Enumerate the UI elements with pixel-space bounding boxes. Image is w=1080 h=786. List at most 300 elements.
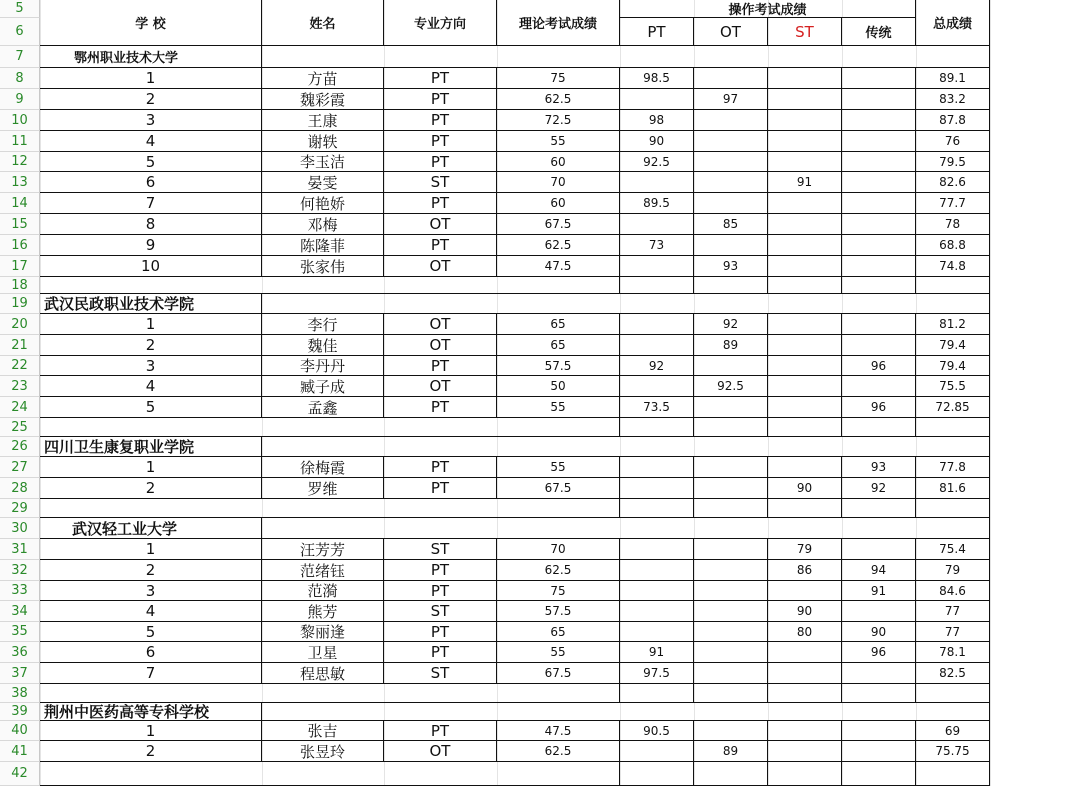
traditional-score[interactable] bbox=[842, 601, 916, 622]
seq-number[interactable]: 3 bbox=[40, 356, 262, 376]
st-score[interactable] bbox=[768, 89, 842, 110]
ot-score[interactable] bbox=[694, 356, 768, 376]
major[interactable]: OT bbox=[384, 376, 497, 397]
seq-number[interactable]: 2 bbox=[40, 560, 262, 581]
total-score[interactable]: 77 bbox=[916, 622, 990, 642]
traditional-score[interactable] bbox=[842, 663, 916, 684]
st-score[interactable] bbox=[768, 581, 842, 601]
theory-score[interactable]: 65 bbox=[497, 335, 620, 356]
pt-score[interactable]: 98 bbox=[620, 110, 694, 131]
blank-cell[interactable] bbox=[694, 418, 768, 437]
ot-score[interactable]: 89 bbox=[694, 741, 768, 762]
school-title[interactable]: 四川卫生康复职业学院 bbox=[40, 437, 262, 457]
student-name[interactable]: 陈隆菲 bbox=[262, 235, 384, 256]
ot-score[interactable] bbox=[694, 539, 768, 560]
student-name[interactable]: 臧子成 bbox=[262, 376, 384, 397]
blank-cell[interactable] bbox=[620, 277, 694, 294]
major[interactable]: ST bbox=[384, 172, 497, 193]
seq-number[interactable]: 4 bbox=[40, 376, 262, 397]
row-header[interactable]: 35 bbox=[0, 622, 40, 642]
school-title[interactable]: 武汉民政职业技术学院 bbox=[40, 294, 262, 314]
theory-score[interactable]: 55 bbox=[497, 457, 620, 478]
seq-number[interactable]: 1 bbox=[40, 539, 262, 560]
traditional-score[interactable]: 96 bbox=[842, 356, 916, 376]
blank-row[interactable] bbox=[40, 499, 620, 518]
seq-number[interactable]: 5 bbox=[40, 397, 262, 418]
major[interactable]: OT bbox=[384, 741, 497, 762]
student-name[interactable]: 熊芳 bbox=[262, 601, 384, 622]
total-score[interactable]: 82.5 bbox=[916, 663, 990, 684]
theory-score[interactable]: 55 bbox=[497, 642, 620, 663]
row-header[interactable]: 28 bbox=[0, 478, 40, 499]
ot-score[interactable] bbox=[694, 152, 768, 172]
pt-score[interactable] bbox=[620, 478, 694, 499]
total-score[interactable]: 89.1 bbox=[916, 68, 990, 89]
row-header[interactable]: 30 bbox=[0, 518, 40, 539]
st-score[interactable] bbox=[768, 721, 842, 741]
st-score[interactable] bbox=[768, 152, 842, 172]
traditional-score[interactable]: 92 bbox=[842, 478, 916, 499]
theory-score[interactable]: 75 bbox=[497, 68, 620, 89]
pt-score[interactable]: 91 bbox=[620, 642, 694, 663]
theory-score[interactable]: 60 bbox=[497, 193, 620, 214]
pt-score[interactable] bbox=[620, 172, 694, 193]
total-score[interactable]: 79.5 bbox=[916, 152, 990, 172]
major[interactable]: PT bbox=[384, 560, 497, 581]
student-name[interactable]: 范漪 bbox=[262, 581, 384, 601]
student-name[interactable]: 魏佳 bbox=[262, 335, 384, 356]
major[interactable]: PT bbox=[384, 235, 497, 256]
ot-score[interactable]: 85 bbox=[694, 214, 768, 235]
row-header[interactable]: 9 bbox=[0, 89, 40, 110]
school-title-blank[interactable] bbox=[262, 703, 990, 721]
blank-cell[interactable] bbox=[768, 684, 842, 703]
major[interactable]: PT bbox=[384, 110, 497, 131]
major[interactable]: OT bbox=[384, 314, 497, 335]
st-score[interactable]: 90 bbox=[768, 478, 842, 499]
total-score[interactable]: 77.7 bbox=[916, 193, 990, 214]
total-score[interactable]: 81.6 bbox=[916, 478, 990, 499]
school-title[interactable]: 武汉轻工业大学 bbox=[40, 518, 262, 539]
seq-number[interactable]: 3 bbox=[40, 581, 262, 601]
theory-score[interactable]: 57.5 bbox=[497, 356, 620, 376]
blank-cell[interactable] bbox=[694, 277, 768, 294]
total-score[interactable]: 87.8 bbox=[916, 110, 990, 131]
st-score[interactable] bbox=[768, 214, 842, 235]
blank-cell[interactable] bbox=[916, 684, 990, 703]
blank-cell[interactable] bbox=[916, 277, 990, 294]
st-score[interactable] bbox=[768, 256, 842, 277]
school-title-blank[interactable] bbox=[262, 46, 990, 68]
st-score[interactable] bbox=[768, 235, 842, 256]
blank-cell[interactable] bbox=[842, 762, 916, 786]
seq-number[interactable]: 4 bbox=[40, 601, 262, 622]
major[interactable]: PT bbox=[384, 68, 497, 89]
traditional-score[interactable]: 96 bbox=[842, 642, 916, 663]
ot-score[interactable]: 92.5 bbox=[694, 376, 768, 397]
pt-score[interactable] bbox=[620, 457, 694, 478]
blank-cell[interactable] bbox=[694, 499, 768, 518]
ot-score[interactable] bbox=[694, 172, 768, 193]
st-score[interactable]: 79 bbox=[768, 539, 842, 560]
row-header[interactable]: 26 bbox=[0, 437, 40, 457]
student-name[interactable]: 卫星 bbox=[262, 642, 384, 663]
blank-row[interactable] bbox=[40, 762, 620, 786]
ot-score[interactable]: 97 bbox=[694, 89, 768, 110]
student-name[interactable]: 李行 bbox=[262, 314, 384, 335]
row-header[interactable]: 18 bbox=[0, 277, 40, 294]
row-header[interactable]: 33 bbox=[0, 581, 40, 601]
st-score[interactable]: 91 bbox=[768, 172, 842, 193]
seq-number[interactable]: 3 bbox=[40, 110, 262, 131]
total-score[interactable]: 78 bbox=[916, 214, 990, 235]
theory-score[interactable]: 62.5 bbox=[497, 235, 620, 256]
seq-number[interactable]: 9 bbox=[40, 235, 262, 256]
row-header[interactable]: 27 bbox=[0, 457, 40, 478]
total-score[interactable]: 69 bbox=[916, 721, 990, 741]
row-header[interactable]: 16 bbox=[0, 235, 40, 256]
row-header[interactable]: 17 bbox=[0, 256, 40, 277]
blank-row[interactable] bbox=[40, 418, 620, 437]
school-title-blank[interactable] bbox=[262, 518, 990, 539]
ot-score[interactable] bbox=[694, 68, 768, 89]
student-name[interactable]: 黎丽逢 bbox=[262, 622, 384, 642]
theory-score[interactable]: 55 bbox=[497, 131, 620, 152]
seq-number[interactable]: 1 bbox=[40, 68, 262, 89]
pt-score[interactable] bbox=[620, 622, 694, 642]
row-header[interactable]: 5 bbox=[0, 0, 40, 18]
traditional-score[interactable] bbox=[842, 256, 916, 277]
pt-score[interactable] bbox=[620, 314, 694, 335]
theory-score[interactable]: 70 bbox=[497, 172, 620, 193]
st-score[interactable] bbox=[768, 642, 842, 663]
blank-cell[interactable] bbox=[768, 418, 842, 437]
row-header[interactable]: 25 bbox=[0, 418, 40, 437]
blank-cell[interactable] bbox=[842, 684, 916, 703]
student-name[interactable]: 汪芳芳 bbox=[262, 539, 384, 560]
header-school[interactable]: 学 校 bbox=[40, 0, 262, 46]
student-name[interactable]: 徐梅霞 bbox=[262, 457, 384, 478]
major[interactable]: PT bbox=[384, 457, 497, 478]
st-score[interactable] bbox=[768, 663, 842, 684]
major[interactable]: PT bbox=[384, 356, 497, 376]
st-score[interactable]: 90 bbox=[768, 601, 842, 622]
traditional-score[interactable] bbox=[842, 172, 916, 193]
traditional-score[interactable]: 91 bbox=[842, 581, 916, 601]
traditional-score[interactable] bbox=[842, 193, 916, 214]
row-header[interactable]: 15 bbox=[0, 214, 40, 235]
blank-row[interactable] bbox=[40, 277, 620, 294]
blank-cell[interactable] bbox=[768, 277, 842, 294]
pt-score[interactable] bbox=[620, 214, 694, 235]
row-header[interactable]: 32 bbox=[0, 560, 40, 581]
row-header[interactable]: 7 bbox=[0, 46, 40, 68]
pt-score[interactable] bbox=[620, 560, 694, 581]
major[interactable]: PT bbox=[384, 622, 497, 642]
st-score[interactable] bbox=[768, 131, 842, 152]
traditional-score[interactable] bbox=[842, 741, 916, 762]
row-header[interactable]: 37 bbox=[0, 663, 40, 684]
seq-number[interactable]: 7 bbox=[40, 193, 262, 214]
header-st[interactable]: ST bbox=[768, 18, 842, 46]
row-header[interactable]: 22 bbox=[0, 356, 40, 376]
major[interactable]: OT bbox=[384, 256, 497, 277]
major[interactable]: ST bbox=[384, 601, 497, 622]
total-score[interactable]: 75.5 bbox=[916, 376, 990, 397]
major[interactable]: OT bbox=[384, 335, 497, 356]
theory-score[interactable]: 75 bbox=[497, 581, 620, 601]
row-header[interactable]: 8 bbox=[0, 68, 40, 89]
pt-score[interactable]: 90 bbox=[620, 131, 694, 152]
total-score[interactable]: 75.75 bbox=[916, 741, 990, 762]
ot-score[interactable] bbox=[694, 560, 768, 581]
ot-score[interactable] bbox=[694, 721, 768, 741]
traditional-score[interactable]: 93 bbox=[842, 457, 916, 478]
traditional-score[interactable] bbox=[842, 314, 916, 335]
theory-score[interactable]: 72.5 bbox=[497, 110, 620, 131]
pt-score[interactable]: 73 bbox=[620, 235, 694, 256]
pt-score[interactable]: 89.5 bbox=[620, 193, 694, 214]
ot-score[interactable]: 89 bbox=[694, 335, 768, 356]
theory-score[interactable]: 62.5 bbox=[497, 89, 620, 110]
student-name[interactable]: 晏雯 bbox=[262, 172, 384, 193]
seq-number[interactable]: 5 bbox=[40, 152, 262, 172]
pt-score[interactable] bbox=[620, 601, 694, 622]
traditional-score[interactable] bbox=[842, 214, 916, 235]
seq-number[interactable]: 6 bbox=[40, 642, 262, 663]
student-name[interactable]: 何艳娇 bbox=[262, 193, 384, 214]
st-score[interactable] bbox=[768, 741, 842, 762]
traditional-score[interactable] bbox=[842, 539, 916, 560]
blank-cell[interactable] bbox=[768, 762, 842, 786]
total-score[interactable]: 77.8 bbox=[916, 457, 990, 478]
pt-score[interactable] bbox=[620, 539, 694, 560]
header-name[interactable]: 姓名 bbox=[262, 0, 384, 46]
st-score[interactable] bbox=[768, 193, 842, 214]
st-score[interactable] bbox=[768, 376, 842, 397]
major[interactable]: PT bbox=[384, 89, 497, 110]
school-title-blank[interactable] bbox=[262, 294, 990, 314]
traditional-score[interactable] bbox=[842, 235, 916, 256]
seq-number[interactable]: 2 bbox=[40, 335, 262, 356]
total-score[interactable]: 79 bbox=[916, 560, 990, 581]
blank-cell[interactable] bbox=[620, 418, 694, 437]
school-title[interactable]: 荆州中医药高等专科学校 bbox=[40, 703, 262, 721]
traditional-score[interactable] bbox=[842, 376, 916, 397]
total-score[interactable]: 81.2 bbox=[916, 314, 990, 335]
row-header[interactable]: 12 bbox=[0, 152, 40, 172]
header-total[interactable]: 总成绩 bbox=[916, 0, 990, 46]
pt-score[interactable]: 90.5 bbox=[620, 721, 694, 741]
seq-number[interactable]: 2 bbox=[40, 741, 262, 762]
traditional-score[interactable] bbox=[842, 335, 916, 356]
seq-number[interactable]: 1 bbox=[40, 457, 262, 478]
row-header[interactable]: 24 bbox=[0, 397, 40, 418]
pt-score[interactable] bbox=[620, 581, 694, 601]
traditional-score[interactable] bbox=[842, 721, 916, 741]
row-header[interactable]: 42 bbox=[0, 762, 40, 786]
total-score[interactable]: 84.6 bbox=[916, 581, 990, 601]
ot-score[interactable] bbox=[694, 193, 768, 214]
blank-cell[interactable] bbox=[842, 418, 916, 437]
seq-number[interactable]: 5 bbox=[40, 622, 262, 642]
blank-cell[interactable] bbox=[694, 684, 768, 703]
header-ot[interactable]: OT bbox=[694, 18, 768, 46]
pt-score[interactable]: 73.5 bbox=[620, 397, 694, 418]
major[interactable]: OT bbox=[384, 214, 497, 235]
theory-score[interactable]: 67.5 bbox=[497, 214, 620, 235]
student-name[interactable]: 方苗 bbox=[262, 68, 384, 89]
traditional-score[interactable]: 94 bbox=[842, 560, 916, 581]
traditional-score[interactable] bbox=[842, 68, 916, 89]
header-pt[interactable]: PT bbox=[620, 18, 694, 46]
student-name[interactable]: 孟鑫 bbox=[262, 397, 384, 418]
ot-score[interactable] bbox=[694, 601, 768, 622]
total-score[interactable]: 77 bbox=[916, 601, 990, 622]
total-score[interactable]: 74.8 bbox=[916, 256, 990, 277]
student-name[interactable]: 张昱玲 bbox=[262, 741, 384, 762]
student-name[interactable]: 张家伟 bbox=[262, 256, 384, 277]
ot-score[interactable] bbox=[694, 663, 768, 684]
seq-number[interactable]: 1 bbox=[40, 314, 262, 335]
theory-score[interactable]: 62.5 bbox=[497, 741, 620, 762]
blank-cell[interactable] bbox=[620, 684, 694, 703]
major[interactable]: PT bbox=[384, 721, 497, 741]
st-score[interactable]: 86 bbox=[768, 560, 842, 581]
ot-score[interactable] bbox=[694, 397, 768, 418]
blank-cell[interactable] bbox=[620, 499, 694, 518]
ot-score[interactable] bbox=[694, 622, 768, 642]
total-score[interactable]: 83.2 bbox=[916, 89, 990, 110]
st-score[interactable] bbox=[768, 110, 842, 131]
row-header[interactable]: 20 bbox=[0, 314, 40, 335]
student-name[interactable]: 罗维 bbox=[262, 478, 384, 499]
total-score[interactable]: 75.4 bbox=[916, 539, 990, 560]
traditional-score[interactable] bbox=[842, 89, 916, 110]
seq-number[interactable]: 7 bbox=[40, 663, 262, 684]
student-name[interactable]: 范绪钰 bbox=[262, 560, 384, 581]
major[interactable]: ST bbox=[384, 663, 497, 684]
row-header[interactable]: 14 bbox=[0, 193, 40, 214]
theory-score[interactable]: 65 bbox=[497, 622, 620, 642]
st-score[interactable] bbox=[768, 335, 842, 356]
ot-score[interactable] bbox=[694, 110, 768, 131]
total-score[interactable]: 68.8 bbox=[916, 235, 990, 256]
major[interactable]: PT bbox=[384, 131, 497, 152]
row-header[interactable]: 38 bbox=[0, 684, 40, 703]
ot-score[interactable] bbox=[694, 131, 768, 152]
seq-number[interactable]: 4 bbox=[40, 131, 262, 152]
blank-cell[interactable] bbox=[916, 499, 990, 518]
theory-score[interactable]: 57.5 bbox=[497, 601, 620, 622]
pt-score[interactable] bbox=[620, 376, 694, 397]
total-score[interactable]: 79.4 bbox=[916, 335, 990, 356]
major[interactable]: PT bbox=[384, 152, 497, 172]
major[interactable]: PT bbox=[384, 397, 497, 418]
theory-score[interactable]: 70 bbox=[497, 539, 620, 560]
traditional-score[interactable] bbox=[842, 110, 916, 131]
row-header[interactable]: 39 bbox=[0, 703, 40, 721]
total-score[interactable]: 82.6 bbox=[916, 172, 990, 193]
school-title-blank[interactable] bbox=[262, 437, 990, 457]
seq-number[interactable]: 1 bbox=[40, 721, 262, 741]
total-score[interactable]: 72.85 bbox=[916, 397, 990, 418]
pt-score[interactable]: 92.5 bbox=[620, 152, 694, 172]
st-score[interactable] bbox=[768, 457, 842, 478]
student-name[interactable]: 张吉 bbox=[262, 721, 384, 741]
student-name[interactable]: 邓梅 bbox=[262, 214, 384, 235]
seq-number[interactable]: 2 bbox=[40, 89, 262, 110]
theory-score[interactable]: 67.5 bbox=[497, 478, 620, 499]
seq-number[interactable]: 6 bbox=[40, 172, 262, 193]
ot-score[interactable]: 92 bbox=[694, 314, 768, 335]
st-score[interactable] bbox=[768, 68, 842, 89]
st-score[interactable] bbox=[768, 356, 842, 376]
st-score[interactable]: 80 bbox=[768, 622, 842, 642]
row-header[interactable]: 31 bbox=[0, 539, 40, 560]
header-major[interactable]: 专业方向 bbox=[384, 0, 497, 46]
student-name[interactable]: 王康 bbox=[262, 110, 384, 131]
blank-cell[interactable] bbox=[842, 499, 916, 518]
blank-cell[interactable] bbox=[620, 762, 694, 786]
row-header[interactable]: 41 bbox=[0, 741, 40, 762]
blank-cell[interactable] bbox=[842, 277, 916, 294]
seq-number[interactable]: 10 bbox=[40, 256, 262, 277]
ot-score[interactable] bbox=[694, 478, 768, 499]
ot-score[interactable] bbox=[694, 457, 768, 478]
student-name[interactable]: 程思敏 bbox=[262, 663, 384, 684]
major[interactable]: PT bbox=[384, 478, 497, 499]
blank-cell[interactable] bbox=[916, 418, 990, 437]
row-header[interactable]: 11 bbox=[0, 131, 40, 152]
blank-cell[interactable] bbox=[916, 762, 990, 786]
row-header[interactable]: 29 bbox=[0, 499, 40, 518]
traditional-score[interactable]: 96 bbox=[842, 397, 916, 418]
student-name[interactable]: 谢轶 bbox=[262, 131, 384, 152]
header-traditional[interactable]: 传统 bbox=[842, 18, 916, 46]
theory-score[interactable]: 67.5 bbox=[497, 663, 620, 684]
major[interactable]: PT bbox=[384, 193, 497, 214]
pt-score[interactable] bbox=[620, 89, 694, 110]
theory-score[interactable]: 62.5 bbox=[497, 560, 620, 581]
traditional-score[interactable] bbox=[842, 131, 916, 152]
theory-score[interactable]: 47.5 bbox=[497, 256, 620, 277]
header-theory[interactable]: 理论考试成绩 bbox=[497, 0, 620, 46]
pt-score[interactable]: 97.5 bbox=[620, 663, 694, 684]
total-score[interactable]: 76 bbox=[916, 131, 990, 152]
school-title[interactable]: 鄂州职业技术大学 bbox=[40, 46, 262, 68]
major[interactable]: ST bbox=[384, 539, 497, 560]
pt-score[interactable]: 92 bbox=[620, 356, 694, 376]
student-name[interactable]: 李玉洁 bbox=[262, 152, 384, 172]
traditional-score[interactable]: 90 bbox=[842, 622, 916, 642]
ot-score[interactable] bbox=[694, 581, 768, 601]
ot-score[interactable] bbox=[694, 235, 768, 256]
theory-score[interactable]: 47.5 bbox=[497, 721, 620, 741]
pt-score[interactable] bbox=[620, 741, 694, 762]
major[interactable]: PT bbox=[384, 581, 497, 601]
theory-score[interactable]: 50 bbox=[497, 376, 620, 397]
student-name[interactable]: 魏彩霞 bbox=[262, 89, 384, 110]
total-score[interactable]: 79.4 bbox=[916, 356, 990, 376]
row-header[interactable]: 23 bbox=[0, 376, 40, 397]
st-score[interactable] bbox=[768, 397, 842, 418]
ot-score[interactable] bbox=[694, 642, 768, 663]
st-score[interactable] bbox=[768, 314, 842, 335]
row-header[interactable]: 36 bbox=[0, 642, 40, 663]
student-name[interactable]: 李丹丹 bbox=[262, 356, 384, 376]
blank-cell[interactable] bbox=[768, 499, 842, 518]
